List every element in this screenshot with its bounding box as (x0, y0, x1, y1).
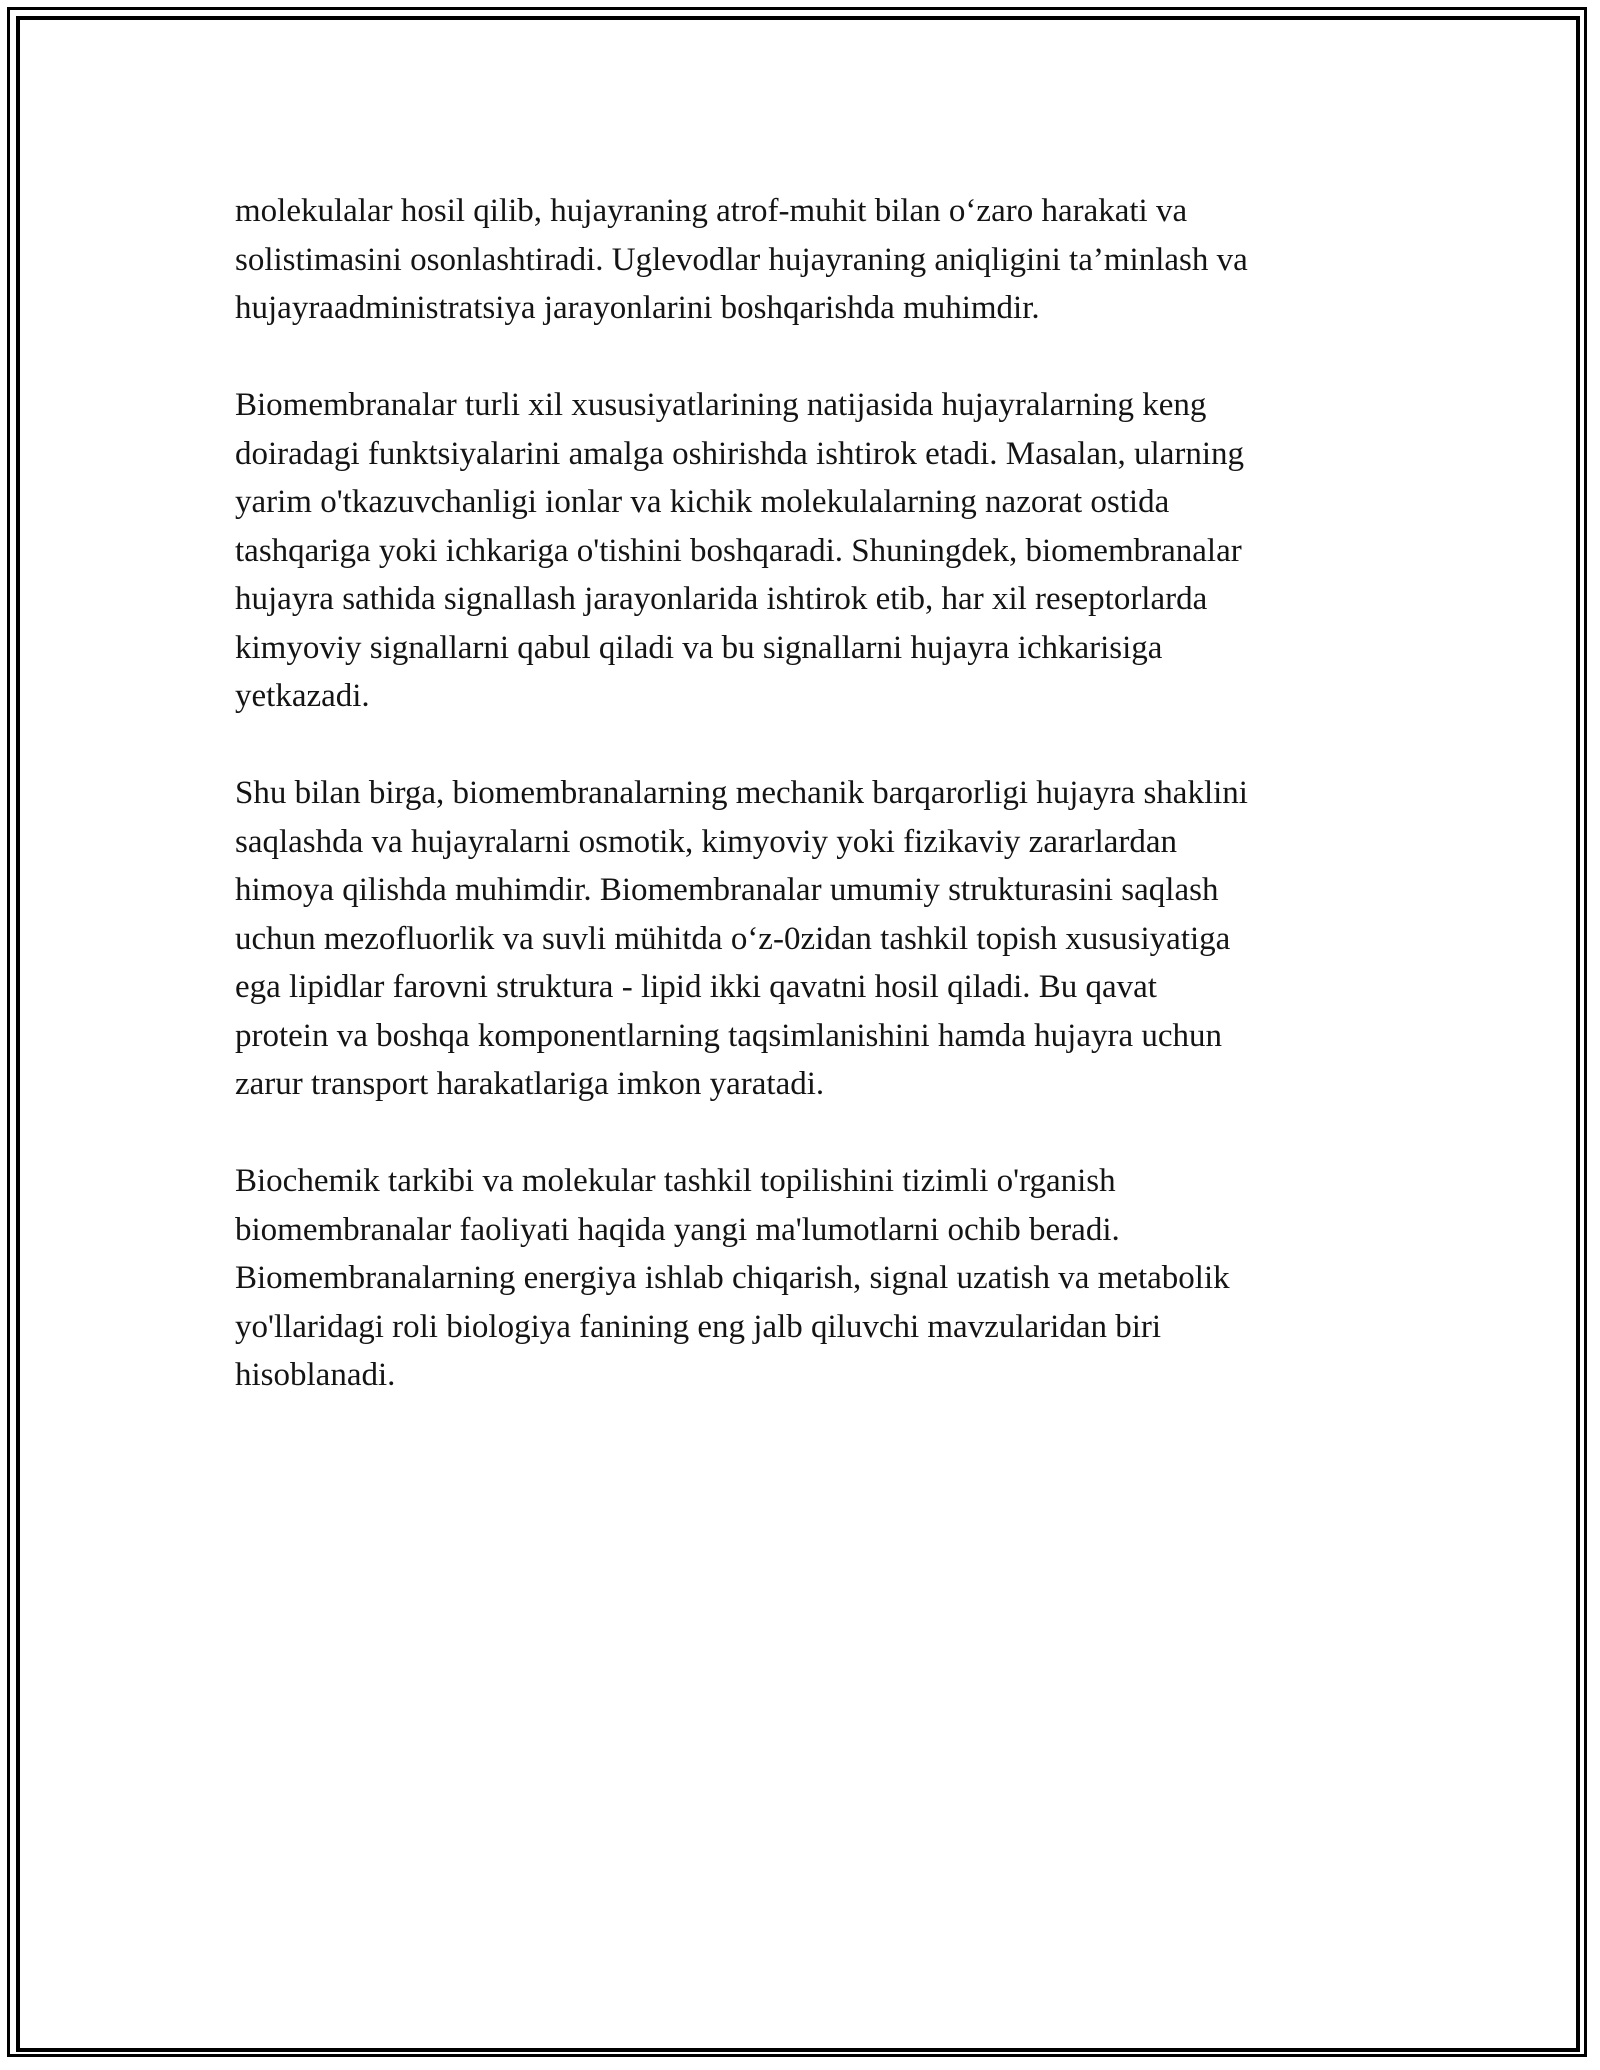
text-line: protein va boshqa komponentlarning taqsimlanishini hamda hujayra uchun (235, 1017, 1223, 1054)
text-line: saqlashda va hujayralarni osmotik, kimyoviy yoki fizikaviy zararlardan (235, 823, 1178, 860)
text-line: solistimasini osonlashtiradi. Uglevodlar hujayraning aniqligini ta’minlash va (235, 241, 1248, 278)
text-line: yo'llaridagi roli biologiya fanining eng jalb qiluvchi mavzularidan biri (235, 1308, 1162, 1345)
text-line: hisoblanadi. (235, 1357, 396, 1393)
text-line: tashqariga yoki ichkariga o'tishini boshqaradi. Shuningdek, biomembranalar (235, 532, 1242, 569)
paragraph-1 (235, 187, 1375, 333)
text-line: biomembranalar faoliyati haqida yangi ma'lumotlarni ochib beradi. (235, 1211, 1120, 1248)
text-line: yarim o'tkazuvchanligi ionlar va kichik molekulalarning nazorat ostida (235, 484, 1170, 520)
text-line: Biomembranalar turli xil xususiyatlarining natijasida hujayralarning keng (235, 387, 1207, 423)
text-line: Shu bilan birga, biomembranalarning mechanik barqarorligi hujayra shaklini (235, 775, 1248, 811)
text-line: doiradagi funktsiyalarini amalga oshirishda ishtirok etadi. Masalan, ularning (235, 435, 1244, 472)
text-line: uchun mezofluorlik va suvli mühitda o‘z-0zidan tashkil topish xususiyatiga (235, 920, 1231, 957)
paragraph-4 (235, 1157, 1375, 1400)
text-line: kimyoviy signallarni qabul qiladi va bu signallarni hujayra ichkarisiga (235, 629, 1163, 666)
text-line: himoya qilishda muhimdir. Biomembranalar umumiy strukturasini saqlash (235, 872, 1219, 908)
text-line: zarur transport harakatlariga imkon yaratadi. (235, 1066, 825, 1102)
text-line: yetkazadi. (235, 678, 370, 714)
paragraph-3 (235, 769, 1375, 1109)
text-line: hujayraadministratsiya jarayonlarini boshqarishda muhimdir. (235, 290, 1040, 326)
text-line: molekulalar hosil qilib, hujayraning atrof-muhit bilan o‘zaro harakati va (235, 193, 1188, 229)
text-line: hujayra sathida signallash jarayonlarida ishtirok etib, har xil reseptorlarda (235, 581, 1208, 617)
text-line: Biochemik tarkibi va molekular tashkil topilishini tizimli o'rganish (235, 1163, 1116, 1199)
paragraph-2 (235, 381, 1375, 721)
document-body (235, 187, 1375, 1448)
text-line: ega lipidlar farovni struktura - lipid ikki qavatni hosil qiladi. Bu qavat (235, 969, 1157, 1005)
text-line: Biomembranalarning energiya ishlab chiqarish, signal uzatish va metabolik (235, 1260, 1230, 1296)
